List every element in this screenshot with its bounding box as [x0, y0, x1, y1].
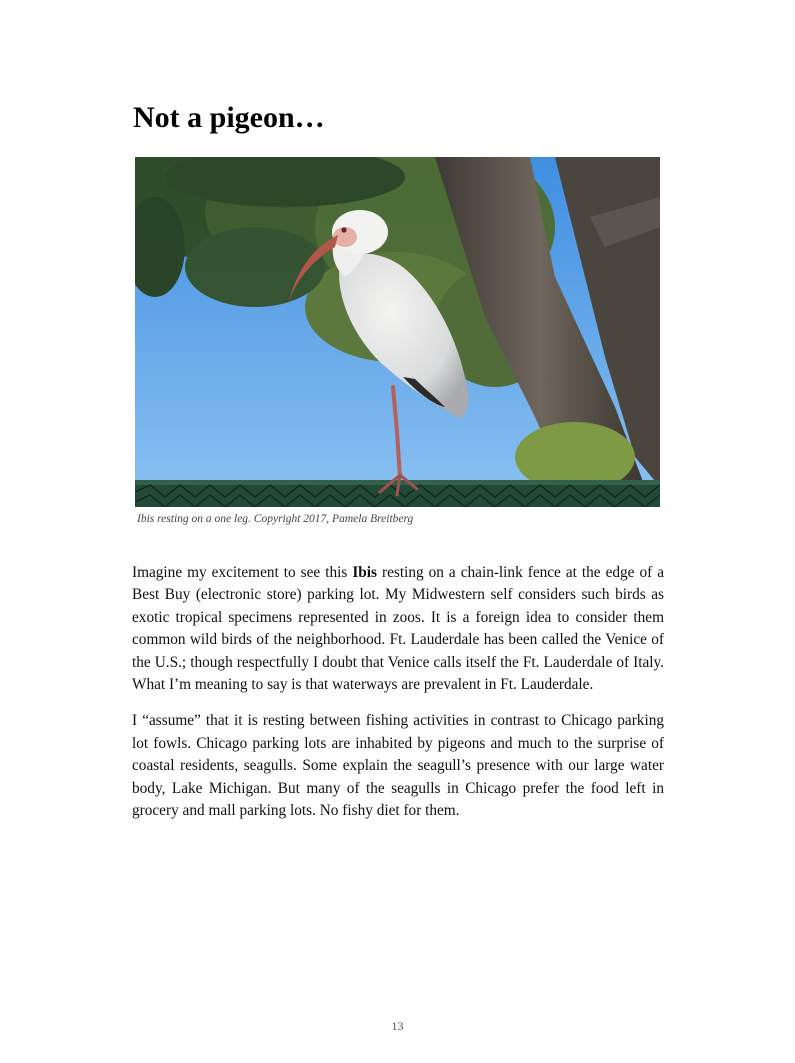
paragraph-1-rest: resting on a chain-link fence at the edge of a Best Buy (electronic store) parking lot. My Midwestern self considers such birds as exotic tropical specimens represented in zoos. It is a foreign idea to consider them common wild birds of the neighborhood. Ft. Lauderdale has been called the Venice of the U.S.; though respectfully I doubt that Venice calls itself the Ft. Lauderdale of Italy. What I’m meaning to say is that waterways are prevalent in Ft. Lauderdale. [132, 564, 664, 694]
paragraph-1 [132, 562, 664, 696]
article-body [132, 562, 664, 836]
bold-term-ibis: Ibis [352, 564, 377, 581]
paragraph-2: I “assume” that it is resting between fishing activities in contrast to Chicago parking lot fowls. Chicago parking lots are inhabited by pigeons and much to the surprise of coastal residents, seagulls. Some explain the seagull’s presence with our large water body, Lake Michigan. But many of the seagulls in Chicago prefer the food left in grocery and mall parking lots. No fishy diet for them. [132, 712, 664, 820]
page-number: 13 [391, 1019, 404, 1033]
photo-caption: Ibis resting on a one leg. Copyright 2017, Pamela Breitberg [137, 513, 414, 525]
paragraph-1-intro: Imagine my excitement to see this [132, 564, 353, 581]
ibis-photo [135, 157, 660, 507]
page-title: Not a pigeon… [133, 101, 325, 134]
